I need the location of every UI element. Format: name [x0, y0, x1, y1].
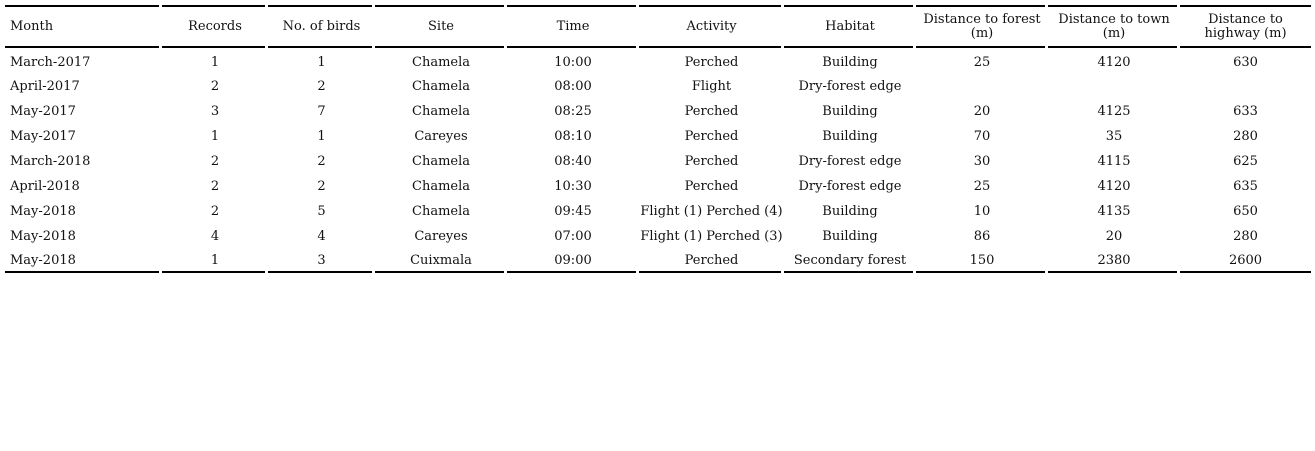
- cell-activity: Perched: [684, 179, 739, 194]
- cell-habitat: Secondary forest: [784, 248, 916, 273]
- cell-distance-to-town: [1048, 73, 1180, 98]
- table-row: [5, 198, 1311, 223]
- cell-distance-to-highway: [1180, 73, 1311, 98]
- cell-distance-to-forest: [916, 73, 1048, 98]
- cell-month: March-2018: [10, 154, 91, 169]
- header-month: Month: [5, 5, 162, 48]
- cell-distance-to-highway: 630: [1233, 54, 1258, 70]
- cell-records: 1: [162, 248, 268, 273]
- cell-site: Chamela: [412, 54, 470, 70]
- cell-habitat: Dry-forest edge: [798, 179, 902, 194]
- cell-records: 1: [210, 54, 220, 70]
- cell-time: 09:00: [507, 248, 639, 273]
- cell-distance-to-highway: 280: [1233, 129, 1258, 144]
- header-activity: Activity: [639, 5, 784, 48]
- cell-activity: Perched: [684, 129, 739, 144]
- cell-habitat: Dry-forest edge: [798, 79, 902, 94]
- cell-distance-to-forest: 10: [973, 204, 991, 219]
- cell-month: April-2018: [10, 179, 80, 194]
- cell-records: 2: [210, 154, 220, 169]
- cell-month: May-2017: [10, 104, 76, 119]
- cell-distance-to-forest: 150: [916, 248, 1048, 273]
- cell-activity: Perched: [684, 54, 739, 70]
- header-no-of-birds: No. of birds: [268, 5, 375, 48]
- table-row: [5, 173, 1311, 198]
- cell-time: 08:40: [554, 154, 592, 169]
- cell-distance-to-highway: 280: [1233, 229, 1258, 244]
- bird-records-table: [5, 5, 1311, 273]
- table-body: [5, 48, 1311, 273]
- cell-distance-to-highway: 633: [1233, 104, 1258, 119]
- cell-activity: Flight: [691, 79, 732, 94]
- table-row: [5, 148, 1311, 173]
- cell-distance-to-forest: 70: [973, 129, 991, 144]
- cell-month: May-2018: [5, 248, 162, 273]
- cell-site: Careyes: [414, 229, 468, 244]
- cell-time: 10:30: [554, 179, 592, 194]
- cell-distance-to-forest: 25: [973, 54, 991, 70]
- cell-habitat: Building: [822, 204, 878, 219]
- cell-no-of-birds: 5: [317, 204, 326, 219]
- cell-distance-to-town: 4120: [1097, 179, 1131, 194]
- cell-distance-to-town: 35: [1105, 129, 1123, 144]
- cell-month: March-2017: [10, 54, 91, 70]
- cell-time: 09:45: [554, 204, 592, 219]
- cell-no-of-birds: 1: [317, 54, 326, 70]
- cell-site: Chamela: [412, 179, 470, 194]
- header-site: Site: [375, 5, 507, 48]
- cell-distance-to-town: 4135: [1097, 204, 1131, 219]
- cell-distance-to-forest: 30: [973, 154, 991, 169]
- cell-records: 2: [210, 204, 220, 219]
- cell-distance-to-forest: 20: [973, 104, 991, 119]
- cell-no-of-birds: 2: [317, 154, 326, 169]
- cell-no-of-birds: 4: [317, 229, 326, 244]
- cell-habitat: Building: [822, 229, 878, 244]
- cell-distance-to-forest: 25: [973, 179, 991, 194]
- cell-activity: Perched: [639, 248, 784, 273]
- cell-time: 08:10: [554, 129, 592, 144]
- header-time: Time: [507, 5, 639, 48]
- cell-records: 2: [210, 79, 220, 94]
- cell-distance-to-town: 4125: [1097, 104, 1131, 119]
- cell-distance-to-highway: 625: [1233, 154, 1258, 169]
- cell-month: May-2018: [10, 229, 76, 244]
- table-row: [5, 98, 1311, 123]
- cell-site: Chamela: [412, 104, 470, 119]
- cell-activity: Perched: [684, 154, 739, 169]
- cell-habitat: Building: [822, 129, 878, 144]
- cell-distance-to-town: 4115: [1097, 154, 1131, 169]
- cell-time: 08:25: [554, 104, 592, 119]
- cell-time: 07:00: [554, 229, 592, 244]
- cell-no-of-birds: 3: [268, 248, 375, 273]
- table-row: [5, 223, 1311, 248]
- cell-month: May-2017: [10, 129, 76, 144]
- cell-site: Chamela: [412, 154, 470, 169]
- cell-distance-to-town: 20: [1105, 229, 1123, 244]
- cell-activity: Perched: [684, 104, 739, 119]
- table-header-row: [5, 5, 1311, 48]
- table-row: [5, 248, 1311, 273]
- cell-distance-to-town: 4120: [1097, 54, 1131, 70]
- header-records: Records: [162, 5, 268, 48]
- cell-time: 10:00: [554, 54, 592, 70]
- cell-activity: Flight (1) Perched (3): [640, 229, 783, 244]
- cell-records: 1: [210, 129, 220, 144]
- cell-distance-to-town: 2380: [1048, 248, 1180, 273]
- cell-site: Cuixmala: [375, 248, 507, 273]
- header-distance-to-forest: Distance to forest (m): [916, 5, 1048, 48]
- cell-no-of-birds: 2: [317, 79, 326, 94]
- cell-habitat: Building: [822, 54, 878, 70]
- cell-month: May-2018: [10, 204, 76, 219]
- header-habitat: Habitat: [784, 5, 916, 48]
- cell-distance-to-highway: 2600: [1180, 248, 1311, 273]
- cell-activity: Flight (1) Perched (4): [640, 204, 783, 219]
- cell-no-of-birds: 1: [317, 129, 326, 144]
- cell-site: Chamela: [412, 204, 470, 219]
- cell-distance-to-highway: 650: [1233, 204, 1258, 219]
- cell-habitat: Dry-forest edge: [798, 154, 902, 169]
- cell-records: 2: [210, 179, 220, 194]
- cell-habitat: Building: [822, 104, 878, 119]
- cell-no-of-birds: 7: [317, 104, 326, 119]
- cell-distance-to-forest: 86: [973, 229, 991, 244]
- cell-distance-to-highway: 635: [1233, 179, 1258, 194]
- cell-site: Chamela: [412, 79, 470, 94]
- cell-month: April-2017: [10, 79, 80, 94]
- table-row: [5, 73, 1311, 98]
- header-distance-to-highway: Distance to highway (m): [1180, 5, 1311, 48]
- cell-time: 08:00: [554, 79, 592, 94]
- bird-records-table-container: [5, 5, 1311, 273]
- table-row: [5, 123, 1311, 148]
- cell-records: 4: [210, 229, 220, 244]
- cell-no-of-birds: 2: [317, 179, 326, 194]
- header-distance-to-town: Distance to town (m): [1048, 5, 1180, 48]
- cell-records: 3: [210, 104, 220, 119]
- table-row: [5, 48, 1311, 73]
- cell-site: Careyes: [414, 129, 468, 144]
